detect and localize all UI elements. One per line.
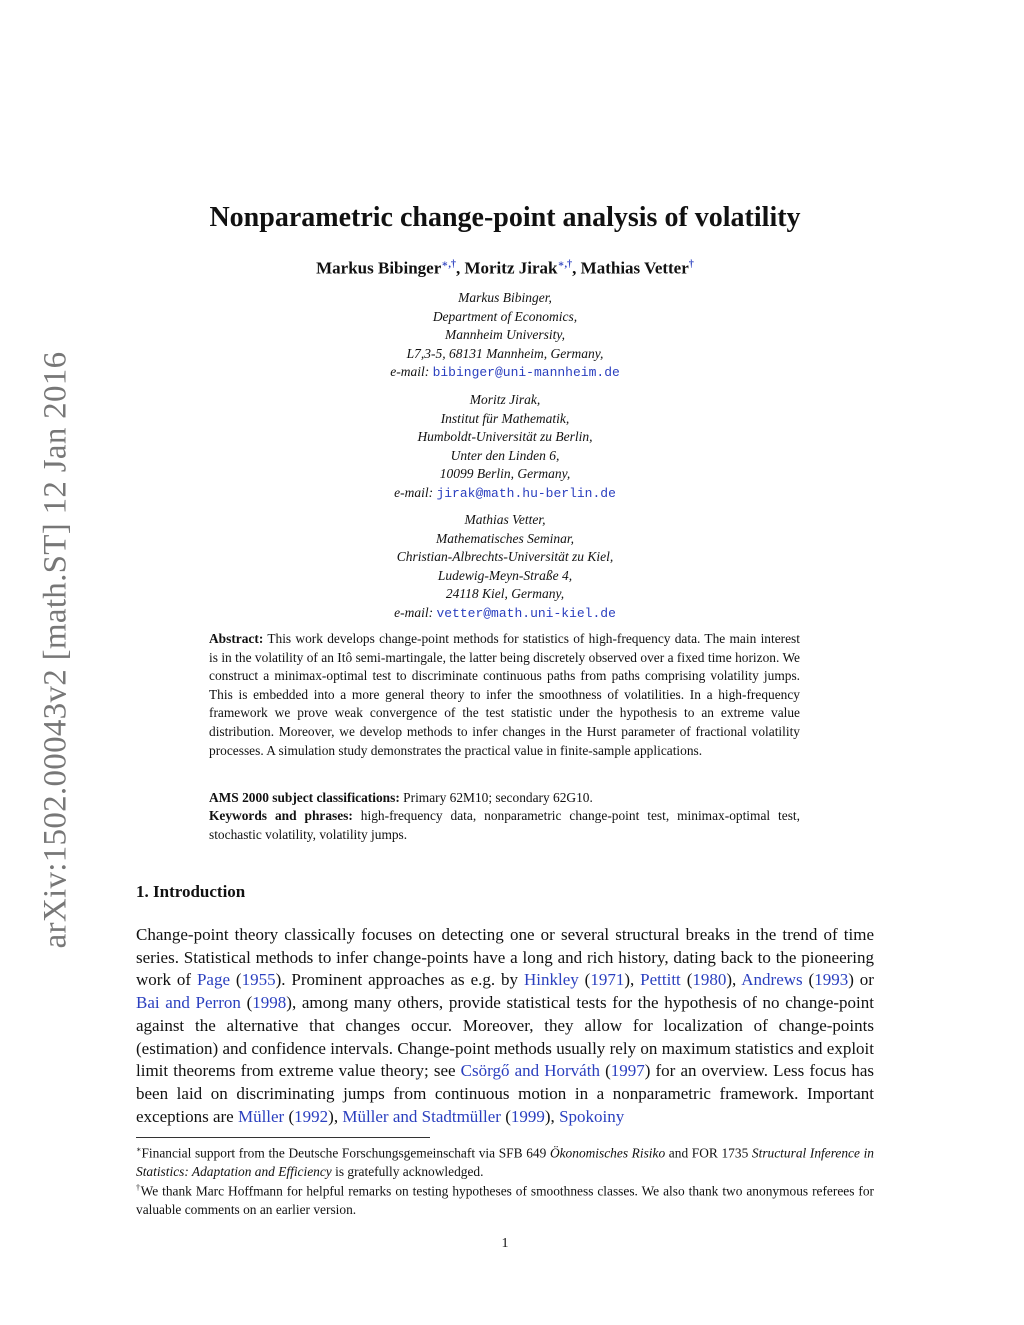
author-vetter-marks[interactable]: †: [688, 259, 694, 270]
page-number: 1: [501, 1236, 509, 1251]
author-bibinger: Markus Bibinger: [316, 258, 442, 278]
citation-muller[interactable]: Müller: [237, 1106, 285, 1126]
abstract-label: Abstract:: [209, 631, 264, 646]
author-jirak: Moritz Jirak: [464, 258, 558, 278]
email-link-vetter[interactable]: vetter@math.uni-kiel.de: [436, 605, 616, 621]
citation-page-year[interactable]: 1955: [241, 970, 276, 990]
author-vetter: Mathias Vetter: [580, 258, 689, 278]
citation-muller-stadtmuller-year[interactable]: 1999: [510, 1106, 545, 1126]
citation-andrews[interactable]: Andrews: [741, 970, 803, 990]
citation-csorgo-horvath-year[interactable]: 1997: [610, 1061, 645, 1081]
citation-csorgo-horvath[interactable]: Csörgő and Horváth: [460, 1061, 600, 1081]
affiliation-bibinger: Markus Bibinger, Department of Economics, Mannheim University, L7,3-5, 68131 Mannheim, Germany, e-mail: bibinger@uni-mannheim.de: [390, 290, 620, 380]
author-jirak-marks[interactable]: ∗,†: [557, 259, 573, 270]
citation-pettitt-year[interactable]: 1980: [692, 970, 727, 990]
author-list: Markus Bibinger∗,†, Moritz Jirak∗,†, Mathias Vetter†: [316, 258, 694, 278]
arxiv-stamp-text: arXiv:1502.00043v2 [math.ST] 12 Jan 2016: [37, 351, 74, 949]
footnote-funding: ∗Financial support from the Deutsche Forschungsgemeinschaft via SFB 649 Ökonomisches Risiko and FOR 1735 Structural Inference in Statistics: Adaptation and Efficiency is gratefully acknowledged.: [136, 1145, 874, 1179]
citation-hinkley[interactable]: Hinkley: [523, 970, 579, 990]
citation-bai-perron[interactable]: Bai and Perron: [136, 993, 241, 1013]
footnote-acknowledgement: †We thank Marc Hoffmann for helpful remarks on testing hypotheses of smoothness classes. We also thank two anonymous referees for valuable comments on an earlier version.: [136, 1183, 875, 1217]
author-bibinger-marks[interactable]: ∗,†: [441, 259, 456, 270]
paper-title: Nonparametric change-point analysis of volatility: [209, 202, 801, 233]
section-heading-introduction: 1. Introduction: [136, 882, 246, 901]
abstract-text: This work develops change-point methods for statistics of high-frequency data. The main interest is in the volatility of an Itô semi-martingale, the latter being discretely observed over a fixed time horizon. We construct a minimax-optimal test to discriminate continuous paths from paths comprising volatility jumps. This is embedded into a more general theory to infer the smoothness of volatilities. In a high-frequency framework we prove weak convergence of the test statistic under the hypothesis to an extreme value distribution. Moreover, we develop methods to infer changes in the Hurst parameter of fractional volatility processes. A simulation study demonstrates the practical value in finite-sample applications.: [209, 631, 800, 758]
citation-page[interactable]: Page: [196, 970, 230, 990]
email-link-bibinger[interactable]: bibinger@uni-mannheim.de: [432, 365, 620, 380]
introduction-paragraph: Change-point theory classically focuses on detecting one or several structural breaks in the trend of time series. Statistical methods to infer change-points have a long and rich history, dating back to the pioneering work of Page (1955). Prominent approaches as e.g. by Hinkley (1971), Pettitt (1980), Andrews (1993) or Bai and Perron (1998), among many others, provide statistical tests for the hypothesis of no change-point against the alternative that changes occur. Moreover, they allow for localization of change-points (estimation) and confidence intervals. Change-point methods usually rely on maximum statistics and exploit limit theorems from extreme value theory; see Csörgő and Horváth (1997) for an overview. Less focus has been laid on discriminating jumps from continuous motion in a nonparametric framework. Important exceptions are Müller (1992), Müller and Stadtmüller (1999), Spokoiny: [136, 925, 874, 1126]
citation-pettitt[interactable]: Pettitt: [640, 970, 681, 990]
citation-bai-perron-year[interactable]: 1998: [252, 993, 287, 1013]
citation-hinkley-year[interactable]: 1971: [590, 970, 625, 990]
email-link-jirak[interactable]: jirak@math.hu-berlin.de: [436, 485, 616, 501]
ams-classification: AMS 2000 subject classifications: Primary 62M10; secondary 62G10.: [209, 790, 593, 805]
affiliation-jirak: Moritz Jirak, Institut für Mathematik, Humboldt-Universität zu Berlin, Unter den Linden 6, 10099 Berlin, Germany, e-mail: jirak@math.hu-berlin.de: [394, 392, 616, 501]
abstract: [209, 630, 800, 760]
citation-spokoiny[interactable]: Spokoiny: [559, 1106, 625, 1126]
affiliation-vetter: Mathias Vetter, Mathematisches Seminar, Christian-Albrechts-Universität zu Kiel, Ludewig-Meyn-Straße 4, 24118 Kiel, Germany, e-mail: vetter@math.uni-kiel.de: [394, 512, 616, 621]
keywords: Keywords and phrases: high-frequency data, nonparametric change-point test, minimax-optimal test, stochastic volatility, volatility jumps.: [209, 808, 800, 842]
footnote-divider: [136, 1137, 430, 1138]
citation-muller-stadtmuller[interactable]: Müller and Stadtmüller: [342, 1106, 501, 1126]
citation-muller-year[interactable]: 1992: [294, 1106, 329, 1126]
citation-andrews-year[interactable]: 1993: [814, 970, 849, 990]
